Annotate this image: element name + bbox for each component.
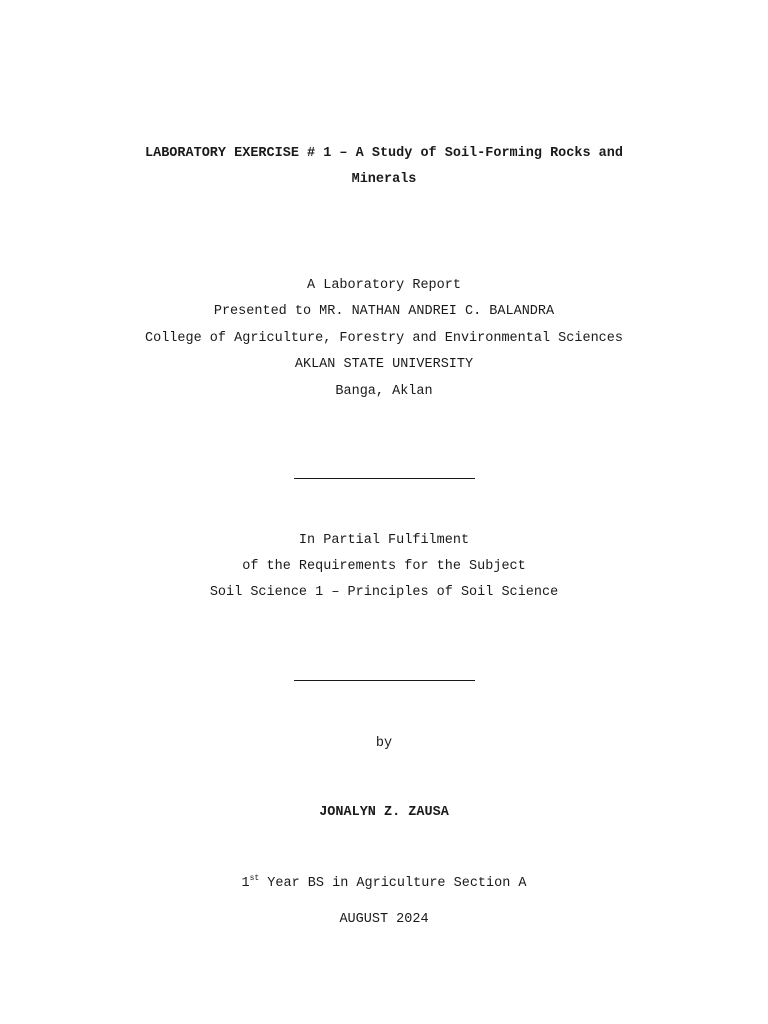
presented-to: Presented to MR. NATHAN ANDREI C. BALANDRA: [213, 304, 555, 319]
report-type: A Laboratory Report: [307, 278, 461, 293]
divider-rule: [294, 478, 475, 479]
report-date: AUGUST 2024: [339, 912, 429, 927]
location: Banga, Aklan: [335, 384, 433, 399]
title-line-2: Minerals: [351, 172, 417, 187]
fulfilment-line-1: In Partial Fulfilment: [298, 533, 470, 548]
year-rest: Year BS in Agriculture Section A: [259, 876, 527, 891]
university-name: AKLAN STATE UNIVERSITY: [294, 357, 474, 372]
divider-rule: [294, 680, 475, 681]
by-label: by: [375, 736, 393, 751]
year-ordinal-suffix: st: [249, 874, 260, 883]
fulfilment-line-2: of the Requirements for the Subject: [242, 559, 526, 574]
year-number: 1: [241, 876, 250, 891]
author-name: JONALYN Z. ZAUSA: [319, 805, 449, 820]
year-level: [0, 875, 768, 893]
fulfilment-line-3: Soil Science 1 – Principles of Soil Science: [209, 585, 559, 600]
title-line-1: LABORATORY EXERCISE # 1 – A Study of Soil-Forming Rocks and: [145, 146, 623, 161]
college-name: College of Agriculture, Forestry and Environmental Sciences: [145, 331, 623, 346]
